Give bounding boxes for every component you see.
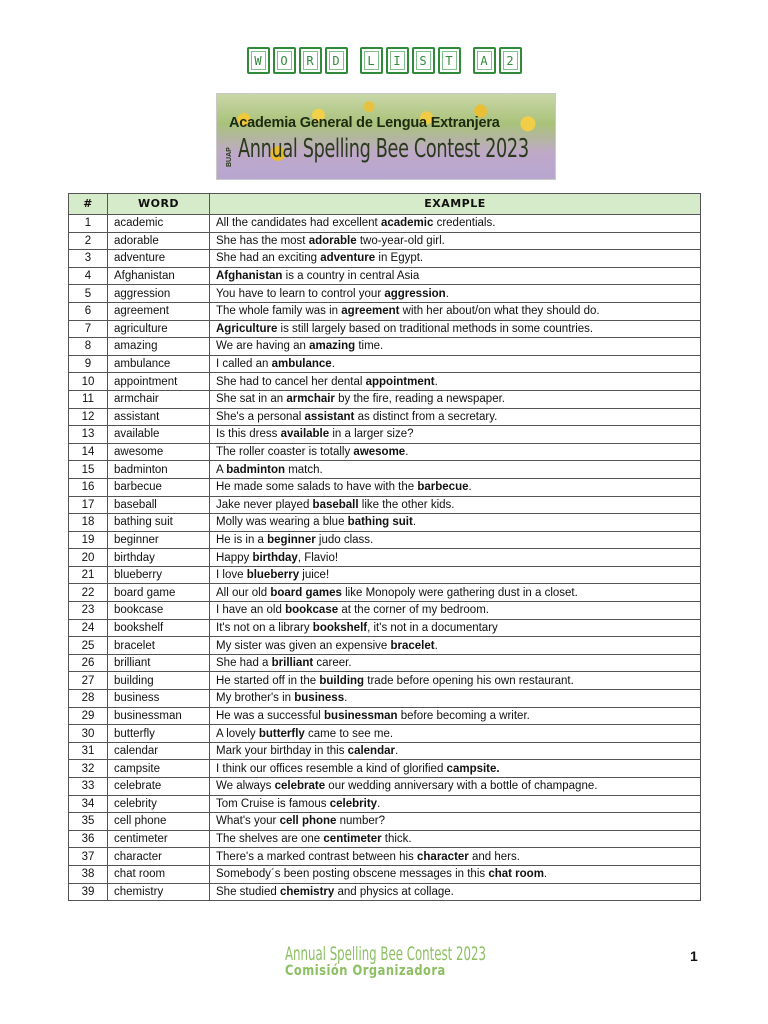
row-word: Afghanistan <box>108 267 210 285</box>
row-number: 21 <box>69 566 108 584</box>
example-text: our wedding anniversary with a bottle of champagne. <box>325 780 598 793</box>
example-text: He made some salads to have with the <box>216 481 418 494</box>
row-word: blueberry <box>108 566 210 584</box>
row-example <box>210 215 701 233</box>
row-word: available <box>108 426 210 444</box>
table-row <box>69 725 701 743</box>
example-text: My brother's in <box>216 692 295 705</box>
row-number: 13 <box>69 426 108 444</box>
table-row <box>69 654 701 672</box>
example-keyword: adventure <box>320 252 376 265</box>
table-row <box>69 813 701 831</box>
row-word: celebrity <box>108 795 210 813</box>
example-text: number? <box>336 815 386 828</box>
row-example <box>210 637 701 655</box>
example-text: . <box>434 639 438 652</box>
table-header-row <box>69 194 701 215</box>
title-gap <box>351 47 357 74</box>
row-word: adorable <box>108 232 210 250</box>
example-text: A lovely <box>216 727 259 740</box>
example-text: The roller coaster is totally <box>216 446 354 459</box>
table-row <box>69 338 701 356</box>
example-text: I think our offices resemble a kind of glorified <box>216 762 447 775</box>
table-row <box>69 461 701 479</box>
row-number: 38 <box>69 865 108 883</box>
row-example <box>210 619 701 637</box>
row-number: 3 <box>69 250 108 268</box>
example-text: came to see me. <box>304 727 394 740</box>
example-keyword: amazing <box>309 340 356 353</box>
example-text: time. <box>355 340 384 353</box>
word-list-title <box>0 47 768 74</box>
row-number: 5 <box>69 285 108 303</box>
example-keyword: Afghanistan <box>216 270 283 283</box>
banner-academia-text: Academia General de Lengua Extranjera <box>229 115 500 131</box>
row-number: 31 <box>69 742 108 760</box>
row-word: aggression <box>108 285 210 303</box>
table-row <box>69 637 701 655</box>
row-word: chemistry <box>108 883 210 901</box>
row-number: 29 <box>69 707 108 725</box>
example-keyword: chemistry <box>279 885 335 898</box>
row-word: academic <box>108 215 210 233</box>
example-text: The shelves are one <box>216 833 324 846</box>
example-text: Happy <box>216 551 253 564</box>
row-example <box>210 250 701 268</box>
title-letter-box: O <box>273 47 296 74</box>
row-example <box>210 285 701 303</box>
example-keyword: badminton <box>226 463 286 476</box>
row-example <box>210 496 701 514</box>
example-keyword: cell phone <box>279 815 337 828</box>
example-text: . <box>394 745 399 758</box>
row-example <box>210 760 701 778</box>
row-number: 19 <box>69 531 108 549</box>
title-gap <box>464 47 470 74</box>
example-text: . <box>445 287 449 300</box>
example-text: before becoming a writer. <box>397 709 530 722</box>
row-example <box>210 602 701 620</box>
example-text: She had to cancel her dental <box>216 375 366 388</box>
row-number: 2 <box>69 232 108 250</box>
table-row <box>69 250 701 268</box>
row-example <box>210 725 701 743</box>
example-keyword: birthday <box>252 551 298 564</box>
row-word: calendar <box>108 742 210 760</box>
example-text: and physics at collage. <box>334 885 454 898</box>
example-text: She studied <box>216 885 280 898</box>
example-keyword: centimeter <box>323 833 382 846</box>
example-text: He is in a <box>216 533 268 546</box>
row-word: businessman <box>108 707 210 725</box>
row-word: beginner <box>108 531 210 549</box>
row-word: armchair <box>108 390 210 408</box>
row-word: appointment <box>108 373 210 391</box>
row-example <box>210 302 701 320</box>
row-number: 15 <box>69 461 108 479</box>
row-example <box>210 320 701 338</box>
row-word: centimeter <box>108 830 210 848</box>
row-number: 27 <box>69 672 108 690</box>
example-text: He was a successful <box>216 709 325 722</box>
row-word: celebrate <box>108 778 210 796</box>
example-text: juice! <box>299 569 330 582</box>
table-row <box>69 760 701 778</box>
example-text: What's your <box>216 815 280 828</box>
table-row <box>69 408 701 426</box>
example-keyword: assistant <box>304 410 355 423</box>
row-word: bathing suit <box>108 514 210 532</box>
example-keyword: adorable <box>308 234 357 247</box>
table-row <box>69 320 701 338</box>
row-example <box>210 778 701 796</box>
table-row <box>69 566 701 584</box>
example-text: match. <box>285 463 323 476</box>
row-word: badminton <box>108 461 210 479</box>
row-number: 18 <box>69 514 108 532</box>
row-number: 35 <box>69 813 108 831</box>
row-example <box>210 566 701 584</box>
example-text: I love <box>216 569 247 582</box>
example-text: She has the most <box>216 234 309 247</box>
row-example <box>210 795 701 813</box>
table-row <box>69 549 701 567</box>
row-word: bookcase <box>108 602 210 620</box>
example-keyword: character <box>417 850 469 863</box>
example-keyword: awesome <box>353 446 406 459</box>
row-example <box>210 232 701 250</box>
example-text: It's not on a library <box>216 621 313 634</box>
header-word: WORD <box>108 194 210 215</box>
row-example <box>210 707 701 725</box>
example-keyword: bathing suit <box>347 516 413 529</box>
row-word: agriculture <box>108 320 210 338</box>
row-number: 6 <box>69 302 108 320</box>
row-word: board game <box>108 584 210 602</box>
example-text: . <box>412 516 417 529</box>
example-keyword: appointment <box>365 375 435 388</box>
example-text: in Egypt. <box>375 252 424 265</box>
example-text: Molly was wearing a blue <box>216 516 348 529</box>
row-number: 10 <box>69 373 108 391</box>
example-text: All the candidates had excellent <box>216 217 381 230</box>
table-row <box>69 865 701 883</box>
example-keyword: armchair <box>286 393 335 406</box>
row-example <box>210 478 701 496</box>
footer-logo <box>285 943 485 983</box>
row-example <box>210 549 701 567</box>
example-text: You have to learn to control your <box>216 287 385 300</box>
row-number: 22 <box>69 584 108 602</box>
row-word: bracelet <box>108 637 210 655</box>
example-text: I called an <box>216 358 272 371</box>
example-keyword: brilliant <box>271 657 314 670</box>
row-example <box>210 267 701 285</box>
row-number: 7 <box>69 320 108 338</box>
example-keyword: calendar <box>347 745 395 758</box>
row-word: character <box>108 848 210 866</box>
page-number: 1 <box>690 948 698 964</box>
row-number: 17 <box>69 496 108 514</box>
example-text: two-year-old girl. <box>356 234 445 247</box>
example-keyword: bracelet <box>390 639 435 652</box>
table-row <box>69 602 701 620</box>
table-row <box>69 830 701 848</box>
row-word: amazing <box>108 338 210 356</box>
row-number: 1 <box>69 215 108 233</box>
row-number: 39 <box>69 883 108 901</box>
title-letter-box: S <box>412 47 435 74</box>
row-number: 8 <box>69 338 108 356</box>
title-letter-box: I <box>386 47 409 74</box>
example-text: career. <box>313 657 352 670</box>
row-example <box>210 408 701 426</box>
example-keyword: aggression <box>384 287 446 300</box>
title-letter-box: D <box>325 47 348 74</box>
row-word: awesome <box>108 443 210 461</box>
example-text: . <box>405 446 409 459</box>
example-text: is a country in central Asia <box>282 270 420 283</box>
example-keyword: celebrity <box>329 797 378 810</box>
example-text: . <box>468 481 472 494</box>
row-word: baseball <box>108 496 210 514</box>
example-keyword: chat room <box>488 868 544 881</box>
example-text: credentials. <box>433 217 496 230</box>
table-row <box>69 672 701 690</box>
table-row <box>69 215 701 233</box>
table-row <box>69 373 701 391</box>
example-keyword: blueberry <box>246 569 300 582</box>
row-example <box>210 443 701 461</box>
table-row <box>69 496 701 514</box>
row-example <box>210 672 701 690</box>
banner-contest-text: Annual Spelling Bee Contest 2023 <box>238 134 529 164</box>
example-text: She's a personal <box>216 410 305 423</box>
example-text: is still largely based on traditional methods in some countries. <box>277 322 594 335</box>
table-row <box>69 690 701 708</box>
example-keyword: academic <box>380 217 434 230</box>
example-text: , it's not in a documentary <box>367 621 498 634</box>
row-number: 12 <box>69 408 108 426</box>
example-keyword: barbecue <box>417 481 469 494</box>
row-number: 20 <box>69 549 108 567</box>
example-text: trade before opening his own restaurant. <box>364 674 574 687</box>
row-number: 24 <box>69 619 108 637</box>
row-example <box>210 865 701 883</box>
table-row <box>69 390 701 408</box>
table-row <box>69 707 701 725</box>
example-text: I have an old <box>216 604 286 617</box>
example-text: . <box>377 797 381 810</box>
title-letter-box: W <box>247 47 270 74</box>
row-example <box>210 514 701 532</box>
example-text: All our old <box>216 586 271 599</box>
example-text: He started off in the <box>216 674 320 687</box>
example-keyword: butterfly <box>258 727 305 740</box>
example-text: as distinct from a secretary. <box>354 410 498 423</box>
row-number: 28 <box>69 690 108 708</box>
title-letter-box: T <box>438 47 461 74</box>
row-word: butterfly <box>108 725 210 743</box>
table-row <box>69 619 701 637</box>
row-number: 26 <box>69 654 108 672</box>
row-number: 9 <box>69 355 108 373</box>
row-example <box>210 830 701 848</box>
table-row <box>69 742 701 760</box>
example-keyword: celebrate <box>274 780 326 793</box>
table-row <box>69 355 701 373</box>
row-example <box>210 355 701 373</box>
row-number: 16 <box>69 478 108 496</box>
row-word: adventure <box>108 250 210 268</box>
example-text: She had an exciting <box>216 252 321 265</box>
table-row <box>69 232 701 250</box>
title-letter-box: A <box>473 47 496 74</box>
row-example <box>210 426 701 444</box>
example-text: Somebody´s been posting obscene messages in this <box>216 868 489 881</box>
example-text: There's a marked contrast between his <box>216 850 417 863</box>
row-word: birthday <box>108 549 210 567</box>
table-row <box>69 267 701 285</box>
example-text: at the corner of my bedroom. <box>338 604 489 617</box>
row-example <box>210 390 701 408</box>
row-example <box>210 883 701 901</box>
row-number: 30 <box>69 725 108 743</box>
table-row <box>69 302 701 320</box>
row-number: 37 <box>69 848 108 866</box>
row-example <box>210 338 701 356</box>
example-keyword: campsite. <box>446 762 500 775</box>
row-number: 32 <box>69 760 108 778</box>
row-word: assistant <box>108 408 210 426</box>
example-text: with her about/on what they should do. <box>399 305 600 318</box>
example-text: The whole family was in <box>216 305 342 318</box>
row-number: 36 <box>69 830 108 848</box>
example-keyword: agreement <box>341 305 400 318</box>
example-text: , Flavio! <box>297 551 339 564</box>
row-word: building <box>108 672 210 690</box>
table-row <box>69 778 701 796</box>
example-keyword: board games <box>270 586 342 599</box>
example-text: thick. <box>381 833 412 846</box>
example-text: My sister was given an expensive <box>216 639 391 652</box>
table-row <box>69 795 701 813</box>
example-text: in a larger size? <box>329 428 414 441</box>
example-text: . <box>331 358 335 371</box>
header-example: EXAMPLE <box>210 194 701 215</box>
row-example <box>210 654 701 672</box>
example-keyword: building <box>319 674 365 687</box>
row-example <box>210 373 701 391</box>
example-text: . <box>543 868 548 881</box>
example-text: A <box>216 463 227 476</box>
table-row <box>69 285 701 303</box>
row-word: cell phone <box>108 813 210 831</box>
row-word: campsite <box>108 760 210 778</box>
table-row <box>69 848 701 866</box>
example-text: . <box>344 692 348 705</box>
example-keyword: ambulance <box>271 358 332 371</box>
footer-contest-text: Annual Spelling Bee Contest 2023 <box>285 943 486 965</box>
example-keyword: business <box>294 692 345 705</box>
example-text: like Monopoly were gathering dust in a closet. <box>341 586 578 599</box>
example-keyword: beginner <box>267 533 316 546</box>
example-text: Mark your birthday in this <box>216 745 348 758</box>
example-keyword: baseball <box>312 498 359 511</box>
table-row <box>69 426 701 444</box>
word-list-table <box>68 193 701 901</box>
row-example <box>210 584 701 602</box>
title-letter-box: R <box>299 47 322 74</box>
example-keyword: bookcase <box>285 604 339 617</box>
example-text: We always <box>216 780 275 793</box>
row-example <box>210 531 701 549</box>
example-text: Is this dress <box>216 428 281 441</box>
row-number: 25 <box>69 637 108 655</box>
row-number: 11 <box>69 390 108 408</box>
row-number: 34 <box>69 795 108 813</box>
example-text: . <box>434 375 438 388</box>
example-text: like the other kids. <box>358 498 455 511</box>
example-keyword: businessman <box>324 709 398 722</box>
table-row <box>69 514 701 532</box>
row-word: bookshelf <box>108 619 210 637</box>
banner-buap-text: BUAP <box>226 147 233 167</box>
example-keyword: bookshelf <box>312 621 368 634</box>
contest-banner <box>216 93 556 180</box>
row-number: 14 <box>69 443 108 461</box>
row-number: 23 <box>69 602 108 620</box>
table-row <box>69 584 701 602</box>
row-word: business <box>108 690 210 708</box>
table-row <box>69 478 701 496</box>
row-number: 33 <box>69 778 108 796</box>
row-example <box>210 848 701 866</box>
example-keyword: Agriculture <box>216 322 278 335</box>
example-text: by the fire, reading a newspaper. <box>334 393 505 406</box>
row-example <box>210 813 701 831</box>
row-word: barbecue <box>108 478 210 496</box>
example-text: Jake never played <box>216 498 313 511</box>
row-example <box>210 742 701 760</box>
footer-committee-text: Comisión Organizadora <box>285 963 446 979</box>
example-text: Tom Cruise is famous <box>216 797 330 810</box>
row-word: chat room <box>108 865 210 883</box>
row-example <box>210 461 701 479</box>
table-row <box>69 443 701 461</box>
example-keyword: available <box>280 428 330 441</box>
row-number: 4 <box>69 267 108 285</box>
row-example <box>210 690 701 708</box>
row-word: agreement <box>108 302 210 320</box>
title-letter-box: L <box>360 47 383 74</box>
example-text: She sat in an <box>216 393 287 406</box>
example-text: judo class. <box>315 533 374 546</box>
table-row <box>69 883 701 901</box>
header-number: # <box>69 194 108 215</box>
example-text: We are having an <box>216 340 310 353</box>
title-letter-box: 2 <box>499 47 522 74</box>
example-text: and hers. <box>468 850 520 863</box>
row-word: ambulance <box>108 355 210 373</box>
example-text: She had a <box>216 657 272 670</box>
table-row <box>69 531 701 549</box>
row-word: brilliant <box>108 654 210 672</box>
